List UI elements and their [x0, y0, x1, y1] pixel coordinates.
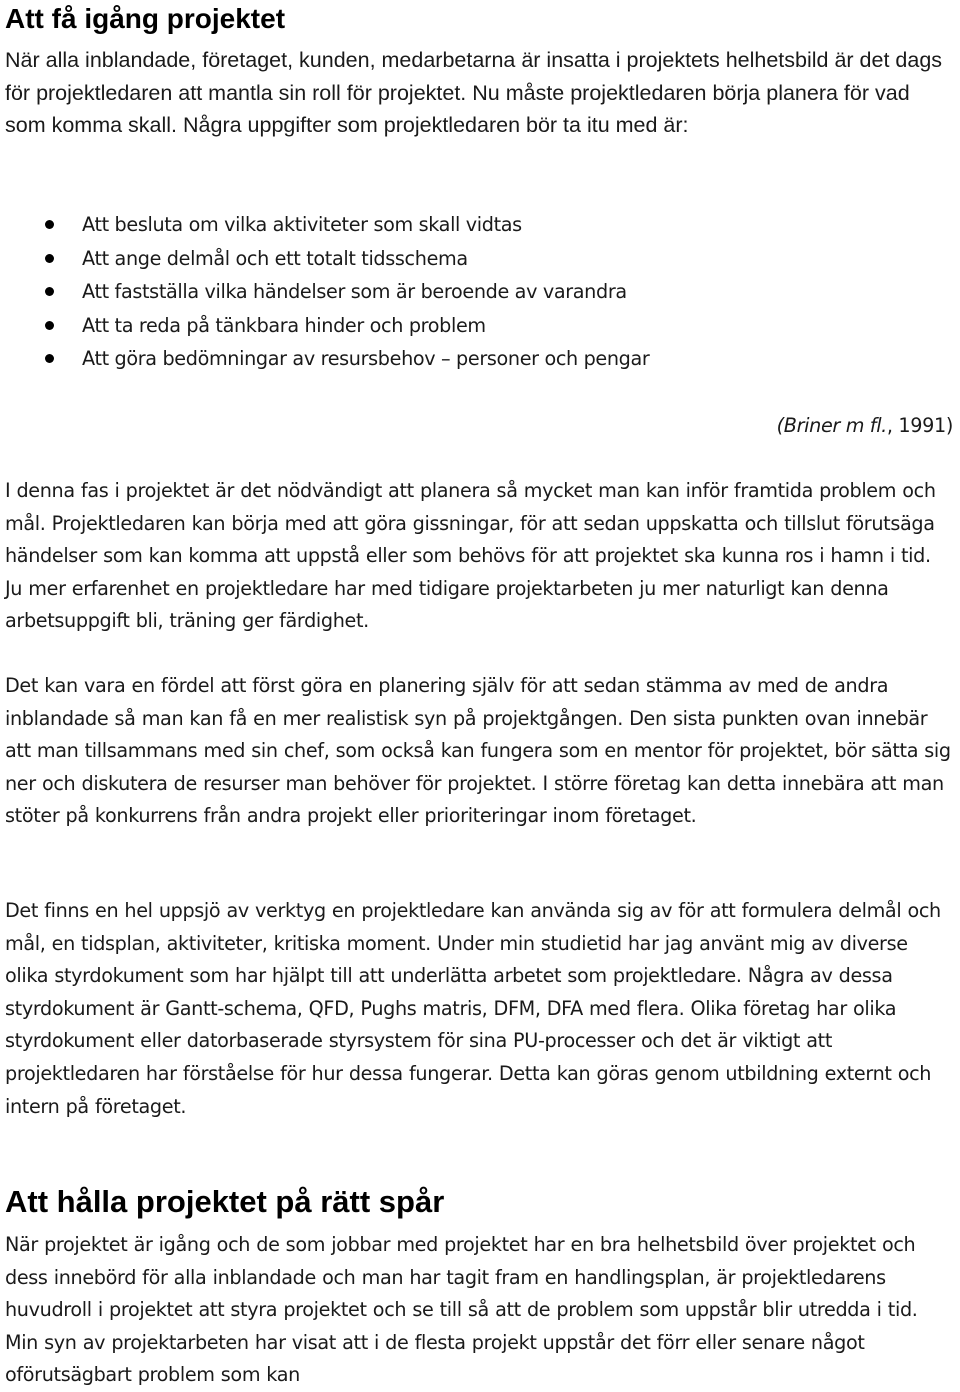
list-item: Att ange delmål och ett totalt tidsschema [5, 242, 953, 276]
bullet-icon [45, 254, 54, 263]
paragraph-steering: När projektet är igång och de som jobbar med projektet har en bra helhetsbild över projektet och dess innebörd för alla inblandade och man har tagit fram en handlingsplan, är projektledarens huvudroll i projektet att styra projektet och se till så att de problem som uppstår blir utredda i tid. Min syn av projektarbeten har visat att i de flesta projekt uppstår det förr eller senare något oförutsägbart problem som kan [5, 1233, 918, 1387]
list-item: Att ta reda på tänkbara hinder och problem [5, 309, 953, 343]
intro-paragraph: När alla inblandade, företaget, kunden, medarbetarna är insatta i projektets helhetsbild är det dags för projektledaren att mantla sin roll för projektet. Nu måste projektledaren börja planera för vad som komma skall. Några uppgifter som projektledaren bör ta itu med är: [5, 48, 943, 137]
paragraph-tools: Det finns en hel uppsjö av verktyg en projektledare kan använda sig av för att formulera delmål och mål, en tidsplan, aktiviteter, kritiska moment. Under min studietid har jag använt mig av diverse olika styrdokument som har hjälpt till att underlätta arbetet som projektledare. Några av dessa styrdokument är Gantt-schema, QFD, Pughs matris, DFM, DFA med flera. Olika företag har olika styrdokument eller datorbaserade styrsystem för sina PU-processer och det är viktigt att projektledaren har förståelse för hur dessa fungerar. Detta kan göras genom utbildning externt och intern på företaget. [5, 899, 941, 1118]
list-item: Att besluta om vilka aktiviteter som skall vidtas [5, 208, 953, 242]
bullet-icon [45, 287, 54, 296]
paragraph-planning: I denna fas i projektet är det nödvändigt att planera så mycket man kan inför framtida problem och mål. Projektledaren kan börja med att göra gissningar, för att sedan uppskatta och tillslut förutsäga händelser som kan komma att uppstå eller som behövs för att projektet ska kunna ros i hamn i tid. Ju mer erfarenhet en projektledare har med tidigare projektarbeten ju mer naturligt kan denna arbetsuppgift bli, träning ger färdighet. [5, 479, 936, 633]
list-item: Att fastställa vilka händelser som är beroende av varandra [5, 275, 953, 309]
bullet-icon [45, 354, 54, 363]
paragraph-resources: Det kan vara en fördel att först göra en planering själv för att sedan stämma av med de andra inblandade så man kan få en mer realistisk syn på projektgången. Den sista punkten ovan innebär att man tillsammans med sin chef, som också kan fungera som en mentor för projektet, bör sätta sig ner och diskutera de resurser man behöver för projektet. I större företag kan detta innebära att man stöter på konkurrens från andra projekt eller prioriteringar inom företaget. [5, 674, 951, 828]
bullet-icon [45, 220, 54, 229]
citation [777, 410, 953, 442]
task-list [5, 208, 953, 376]
list-item: Att göra bedömningar av resursbehov – personer och pengar [5, 342, 953, 376]
citation-author: (Briner m fl. [776, 414, 887, 437]
section-heading-keep-on-track: Att hålla projektet på rätt spår [5, 1184, 445, 1219]
bullet-icon [45, 321, 54, 330]
citation-year: , 1991) [886, 414, 953, 437]
section-heading-getting-started: Att få igång projektet [5, 3, 286, 34]
